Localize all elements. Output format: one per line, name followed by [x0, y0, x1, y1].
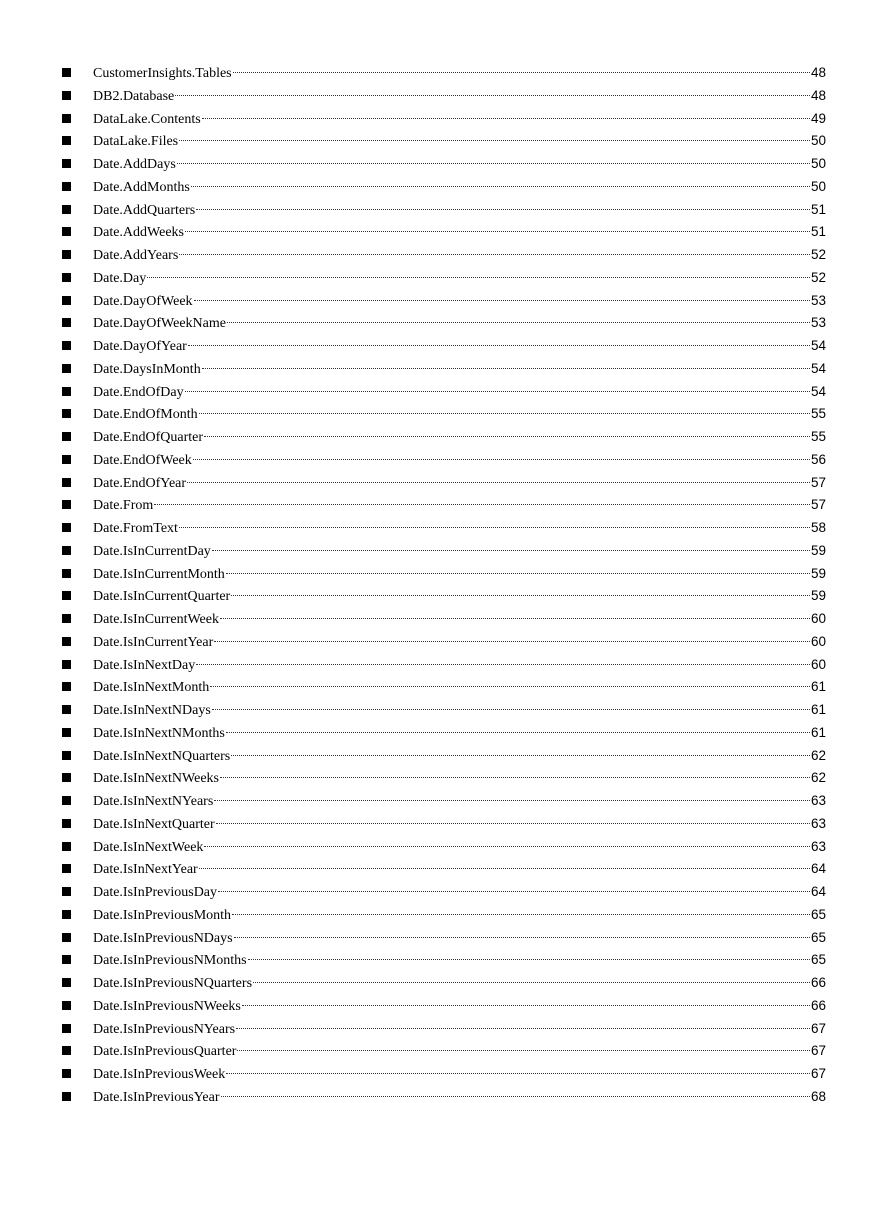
dot-leader [233, 72, 810, 73]
toc-entry[interactable] [0, 494, 869, 517]
toc-entry-page-number[interactable]: 54 [810, 338, 826, 353]
square-bullet-icon [62, 546, 71, 555]
toc-entry[interactable] [0, 1063, 869, 1086]
toc-entry-title[interactable]: Date.IsInPreviousQuarter [93, 1044, 237, 1060]
square-bullet-icon [62, 864, 71, 873]
toc-entry-page-number[interactable]: 62 [810, 770, 826, 786]
dot-leader [232, 914, 810, 915]
toc-entry-line[interactable] [93, 176, 826, 199]
toc-entry-line[interactable] [93, 472, 826, 495]
square-bullet-icon [62, 182, 71, 191]
toc-entry-page-number[interactable]: 57 [810, 474, 826, 490]
dot-leader [216, 823, 810, 824]
toc-entry[interactable] [0, 472, 869, 495]
square-bullet-icon [62, 955, 71, 964]
square-bullet-icon [62, 500, 71, 509]
toc-entry-line[interactable] [93, 563, 826, 586]
toc-entry[interactable] [0, 904, 869, 927]
square-bullet-icon [62, 682, 71, 691]
dot-leader [175, 95, 810, 96]
toc-entry-page-number[interactable]: 49 [810, 110, 826, 126]
dot-leader [187, 482, 810, 483]
toc-entry[interactable] [0, 221, 869, 244]
square-bullet-icon [62, 114, 71, 123]
toc-entry-title[interactable]: Date.EndOfWeek [93, 452, 192, 468]
toc-entry-line[interactable] [93, 927, 826, 950]
toc-entry-page-number[interactable]: 56 [810, 451, 826, 467]
toc-entry-title[interactable]: Date.IsInCurrentYear [93, 634, 214, 650]
dot-leader [210, 686, 810, 687]
toc-entry[interactable] [0, 358, 869, 381]
toc-entry-line[interactable] [93, 335, 826, 358]
toc-entry-page-number[interactable]: 67 [810, 1066, 826, 1081]
dot-leader [194, 300, 810, 301]
dot-leader [193, 459, 810, 460]
dot-leader [212, 550, 810, 551]
square-bullet-icon [62, 523, 71, 532]
toc-entry-page-number[interactable]: 67 [810, 1043, 826, 1059]
toc-entry-line[interactable] [93, 199, 826, 222]
toc-entry[interactable] [0, 176, 869, 199]
dot-leader [237, 1050, 810, 1051]
square-bullet-icon [62, 842, 71, 851]
toc-entry-line[interactable] [93, 654, 826, 677]
toc-entry-line[interactable] [93, 813, 826, 836]
toc-entry-page-number[interactable]: 63 [810, 838, 826, 854]
toc-entry[interactable] [0, 858, 869, 881]
toc-entry-title[interactable]: Date.Day [93, 270, 147, 286]
toc-entry[interactable] [0, 312, 869, 335]
toc-entry-page-number[interactable]: 48 [810, 65, 826, 80]
toc-entry-page-number[interactable]: 64 [810, 861, 826, 877]
toc-entry-title[interactable]: Date.IsInNextNMonths [93, 725, 225, 741]
toc-entry-page-number[interactable]: 50 [810, 156, 826, 171]
square-bullet-icon [62, 1024, 71, 1033]
toc-entry-page-number[interactable]: 66 [810, 997, 826, 1013]
toc-entry-line[interactable] [93, 449, 826, 472]
toc-entry-page-number[interactable]: 63 [810, 815, 826, 831]
square-bullet-icon [62, 432, 71, 441]
toc-entry-page-number[interactable]: 51 [810, 201, 826, 217]
toc-entry-title[interactable]: Date.IsInNextMonth [93, 680, 210, 696]
square-bullet-icon [62, 751, 71, 760]
square-bullet-icon [62, 591, 71, 600]
toc-entry-line[interactable] [93, 108, 826, 131]
square-bullet-icon [62, 341, 71, 350]
toc-entry-page-number[interactable]: 60 [810, 633, 826, 649]
dot-leader [179, 254, 810, 255]
toc-entry-page-number[interactable]: 58 [810, 520, 826, 535]
toc-entry-title[interactable]: Date.IsInNextYear [93, 862, 198, 878]
toc-entry-page-number[interactable]: 61 [810, 679, 826, 695]
square-bullet-icon [62, 660, 71, 669]
toc-entry-title[interactable]: Date.EndOfQuarter [93, 430, 204, 445]
toc-entry[interactable] [0, 563, 869, 586]
toc-entry[interactable] [0, 972, 869, 995]
toc-entry-title[interactable]: Date.From [93, 498, 154, 514]
dot-leader [154, 504, 810, 505]
toc-entry[interactable] [0, 767, 869, 790]
dot-leader [202, 368, 810, 369]
toc-entry-line[interactable] [93, 312, 826, 335]
square-bullet-icon [62, 296, 71, 305]
dot-leader [231, 595, 810, 596]
dot-leader [242, 1005, 810, 1006]
square-bullet-icon [62, 705, 71, 714]
toc-entry-line[interactable] [93, 403, 826, 426]
toc-entry-line[interactable] [93, 745, 826, 768]
toc-entry-title[interactable]: Date.IsInPreviousNYears [93, 1021, 236, 1037]
toc-entry-line[interactable] [93, 608, 826, 631]
toc-entry[interactable] [0, 244, 869, 267]
square-bullet-icon [62, 773, 71, 782]
square-bullet-icon [62, 478, 71, 487]
toc-entry-title[interactable]: Date.DayOfYear [93, 339, 187, 354]
toc-entry-title[interactable]: Date.DaysInMonth [93, 361, 201, 377]
toc-entry-page-number[interactable]: 53 [810, 315, 826, 331]
square-bullet-icon [62, 614, 71, 623]
dot-leader [191, 186, 810, 187]
dot-leader [202, 118, 810, 119]
toc-entry-line[interactable] [93, 972, 826, 995]
toc-entry-line[interactable] [93, 790, 826, 813]
toc-entry-line[interactable] [93, 494, 826, 517]
toc-entry-page-number[interactable]: 67 [810, 1020, 826, 1036]
toc-entry-page-number[interactable]: 64 [810, 884, 826, 899]
dot-leader [227, 322, 810, 323]
dot-leader [221, 1096, 810, 1097]
toc-entry-page-number[interactable]: 66 [810, 975, 826, 990]
dot-leader [204, 846, 810, 847]
square-bullet-icon [62, 227, 71, 236]
square-bullet-icon [62, 409, 71, 418]
dot-leader [199, 413, 810, 414]
dot-leader [236, 1028, 810, 1029]
toc-entry-title[interactable]: DB2.Database [93, 88, 175, 104]
toc-entry-line[interactable] [93, 1040, 826, 1063]
dot-leader [147, 277, 810, 278]
toc-entry-title[interactable]: Date.AddMonths [93, 179, 190, 195]
toc-entry-line[interactable] [93, 767, 826, 790]
toc-entry-title[interactable]: Date.FromText [93, 521, 178, 536]
toc-entry[interactable] [0, 654, 869, 677]
dot-leader [253, 982, 810, 983]
square-bullet-icon [62, 387, 71, 396]
toc-entry[interactable] [0, 631, 869, 654]
toc-entry-page-number[interactable]: 61 [810, 724, 826, 740]
square-bullet-icon [62, 364, 71, 373]
toc-entry-line[interactable] [93, 153, 826, 176]
square-bullet-icon [62, 273, 71, 282]
toc-entry-title[interactable]: Date.IsInNextDay [93, 657, 196, 673]
toc-entry-title[interactable]: Date.IsInNextNYears [93, 794, 214, 809]
toc-entry[interactable] [0, 267, 869, 290]
dot-leader [220, 777, 810, 778]
toc-entry-title[interactable]: Date.IsInPreviousNDays [93, 930, 233, 946]
toc-entry-page-number[interactable]: 55 [810, 406, 826, 422]
toc-entry-line[interactable] [93, 858, 826, 881]
toc-entry-line[interactable] [93, 699, 826, 722]
toc-entry-page-number[interactable]: 60 [810, 611, 826, 626]
toc-entry-line[interactable] [93, 517, 826, 540]
toc-entry[interactable] [0, 1086, 869, 1109]
toc-entry-page-number[interactable]: 59 [810, 542, 826, 558]
toc-entry-page-number[interactable]: 51 [810, 224, 826, 240]
dot-leader [204, 436, 810, 437]
toc-entry-title[interactable]: DataLake.Contents [93, 111, 201, 127]
square-bullet-icon [62, 637, 71, 646]
toc-entry-title[interactable]: CustomerInsights.Tables [93, 66, 232, 81]
toc-entry[interactable] [0, 1018, 869, 1041]
toc-entry-title[interactable]: Date.EndOfMonth [93, 407, 198, 423]
toc-entry-title[interactable]: Date.IsInPreviousNQuarters [93, 976, 253, 991]
toc-entry-page-number[interactable]: 50 [810, 178, 826, 194]
toc-entry-line[interactable] [93, 1086, 826, 1109]
toc-entry-line[interactable] [93, 62, 826, 85]
toc-entry[interactable] [0, 290, 869, 313]
toc-entry[interactable] [0, 130, 869, 153]
square-bullet-icon [62, 318, 71, 327]
toc-entry-page-number[interactable]: 63 [810, 793, 826, 808]
dot-leader [196, 209, 810, 210]
toc-entry-line[interactable] [93, 1018, 826, 1041]
toc-entry-title[interactable]: Date.EndOfYear [93, 475, 187, 491]
toc-entry-page-number[interactable]: 62 [810, 747, 826, 763]
toc-entry-title[interactable]: Date.IsInPreviousNMonths [93, 953, 247, 969]
toc-entry-line[interactable] [93, 244, 826, 267]
toc-entry-title[interactable]: Date.IsInCurrentDay [93, 543, 211, 559]
dot-leader [179, 527, 810, 528]
toc-entry[interactable] [0, 426, 869, 449]
toc-entry-line[interactable] [93, 85, 826, 108]
dot-leader [226, 1073, 810, 1074]
toc-entry-title[interactable]: Date.IsInCurrentQuarter [93, 589, 231, 605]
toc-entry[interactable] [0, 540, 869, 563]
toc-entry-page-number[interactable]: 54 [810, 360, 826, 376]
toc-entry-page-number[interactable]: 59 [810, 588, 826, 604]
toc-entry-page-number[interactable]: 55 [810, 429, 826, 444]
toc-entry[interactable] [0, 108, 869, 131]
toc-entry-page-number[interactable]: 57 [810, 497, 826, 513]
dot-leader [196, 664, 810, 665]
square-bullet-icon [62, 1046, 71, 1055]
square-bullet-icon [62, 68, 71, 77]
square-bullet-icon [62, 933, 71, 942]
dot-leader [177, 163, 810, 164]
toc-entry[interactable] [0, 676, 869, 699]
square-bullet-icon [62, 250, 71, 259]
toc-entry[interactable] [0, 790, 869, 813]
toc-entry[interactable] [0, 153, 869, 176]
toc-entry-line[interactable] [93, 540, 826, 563]
toc-entry-title[interactable]: Date.IsInNextNDays [93, 703, 211, 718]
toc-entry-line[interactable] [93, 836, 826, 859]
toc-entry-page-number[interactable]: 65 [810, 929, 826, 945]
toc-entry-line[interactable] [93, 358, 826, 381]
toc-entry-line[interactable] [93, 904, 826, 927]
dot-leader [218, 891, 810, 892]
dot-leader [185, 231, 810, 232]
square-bullet-icon [62, 796, 71, 805]
toc-entry-title[interactable]: Date.DayOfWeekName [93, 316, 226, 332]
toc-entry-title[interactable]: Date.IsInPreviousDay [93, 885, 218, 900]
toc-entry-title[interactable]: Date.IsInPreviousNWeeks [93, 998, 241, 1014]
toc-entry-page-number[interactable]: 61 [810, 702, 826, 717]
toc-entry[interactable] [0, 585, 869, 608]
square-bullet-icon [62, 569, 71, 578]
toc-entry-page-number[interactable]: 65 [810, 906, 826, 922]
toc-entry-line[interactable] [93, 426, 826, 449]
toc-entry[interactable] [0, 381, 869, 404]
table-of-contents [0, 62, 869, 1109]
toc-entry-page-number[interactable]: 65 [810, 952, 826, 968]
toc-entry[interactable] [0, 995, 869, 1018]
toc-entry[interactable] [0, 927, 869, 950]
dot-leader [199, 868, 810, 869]
toc-entry-line[interactable] [93, 995, 826, 1018]
square-bullet-icon [62, 136, 71, 145]
dot-leader [214, 800, 810, 801]
toc-entry-title[interactable]: Date.DayOfWeek [93, 293, 193, 309]
toc-entry[interactable] [0, 745, 869, 768]
toc-entry-page-number[interactable]: 52 [810, 269, 826, 285]
square-bullet-icon [62, 887, 71, 896]
square-bullet-icon [62, 91, 71, 100]
toc-entry-title[interactable]: Date.IsInPreviousYear [93, 1089, 220, 1105]
toc-entry-line[interactable] [93, 130, 826, 153]
toc-entry-line[interactable] [93, 722, 826, 745]
toc-entry-title[interactable]: Date.AddDays [93, 157, 176, 172]
toc-entry[interactable] [0, 949, 869, 972]
toc-entry-line[interactable] [93, 881, 826, 904]
toc-entry-title[interactable]: Date.AddQuarters [93, 202, 196, 218]
toc-entry-title[interactable]: Date.AddYears [93, 248, 179, 263]
dot-leader [212, 709, 810, 710]
toc-entry[interactable] [0, 813, 869, 836]
dot-leader [188, 345, 810, 346]
toc-entry-title[interactable]: Date.IsInCurrentWeek [93, 612, 219, 627]
toc-entry-page-number[interactable]: 68 [810, 1088, 826, 1104]
square-bullet-icon [62, 728, 71, 737]
dot-leader [231, 755, 810, 756]
toc-entry-line[interactable] [93, 949, 826, 972]
toc-entry-page-number[interactable]: 48 [810, 87, 826, 103]
toc-entry-title[interactable]: Date.IsInNextNQuarters [93, 748, 231, 764]
toc-entry[interactable] [0, 1040, 869, 1063]
square-bullet-icon [62, 1001, 71, 1010]
toc-entry-line[interactable] [93, 221, 826, 244]
square-bullet-icon [62, 978, 71, 987]
dot-leader [220, 618, 810, 619]
toc-entry-title[interactable]: Date.IsInNextQuarter [93, 816, 215, 832]
toc-entry[interactable] [0, 881, 869, 904]
square-bullet-icon [62, 1069, 71, 1078]
toc-entry-line[interactable] [93, 1063, 826, 1086]
dot-leader [214, 641, 810, 642]
toc-entry[interactable] [0, 608, 869, 631]
toc-entry[interactable] [0, 62, 869, 85]
toc-entry-title[interactable]: DataLake.Files [93, 134, 179, 150]
dot-leader [226, 732, 810, 733]
dot-leader [248, 959, 810, 960]
toc-entry-line[interactable] [93, 676, 826, 699]
toc-entry[interactable] [0, 403, 869, 426]
toc-entry-page-number[interactable]: 60 [810, 656, 826, 672]
toc-entry-title[interactable]: Date.IsInNextWeek [93, 839, 204, 855]
toc-entry-page-number[interactable]: 52 [810, 247, 826, 262]
square-bullet-icon [62, 819, 71, 828]
toc-entry-line[interactable] [93, 381, 826, 404]
square-bullet-icon [62, 1092, 71, 1101]
square-bullet-icon [62, 455, 71, 464]
toc-entry[interactable] [0, 836, 869, 859]
square-bullet-icon [62, 205, 71, 214]
dot-leader [179, 140, 810, 141]
toc-entry-title[interactable]: Date.IsInCurrentMonth [93, 566, 225, 582]
toc-entry[interactable] [0, 699, 869, 722]
toc-entry-title[interactable]: Date.AddWeeks [93, 225, 185, 241]
toc-entry-title[interactable]: Date.IsInPreviousWeek [93, 1067, 226, 1082]
toc-entry-line[interactable] [93, 585, 826, 608]
toc-entry-title[interactable]: Date.IsInPreviousMonth [93, 907, 232, 923]
square-bullet-icon [62, 910, 71, 919]
toc-entry-page-number[interactable]: 53 [810, 292, 826, 308]
toc-entry[interactable] [0, 85, 869, 108]
toc-entry-page-number[interactable]: 54 [810, 383, 826, 399]
toc-entry-line[interactable] [93, 267, 826, 290]
toc-entry-title[interactable]: Date.IsInNextNWeeks [93, 771, 219, 787]
dot-leader [226, 573, 810, 574]
square-bullet-icon [62, 159, 71, 168]
toc-entry-page-number[interactable]: 59 [810, 565, 826, 581]
toc-entry[interactable] [0, 517, 869, 540]
toc-entry[interactable] [0, 335, 869, 358]
toc-entry-page-number[interactable]: 50 [810, 133, 826, 149]
dot-leader [234, 937, 810, 938]
toc-entry[interactable] [0, 199, 869, 222]
dot-leader [185, 391, 810, 392]
toc-entry[interactable] [0, 722, 869, 745]
toc-entry-line[interactable] [93, 631, 826, 654]
toc-entry[interactable] [0, 449, 869, 472]
toc-entry-line[interactable] [93, 290, 826, 313]
toc-entry-title[interactable]: Date.EndOfDay [93, 384, 184, 400]
